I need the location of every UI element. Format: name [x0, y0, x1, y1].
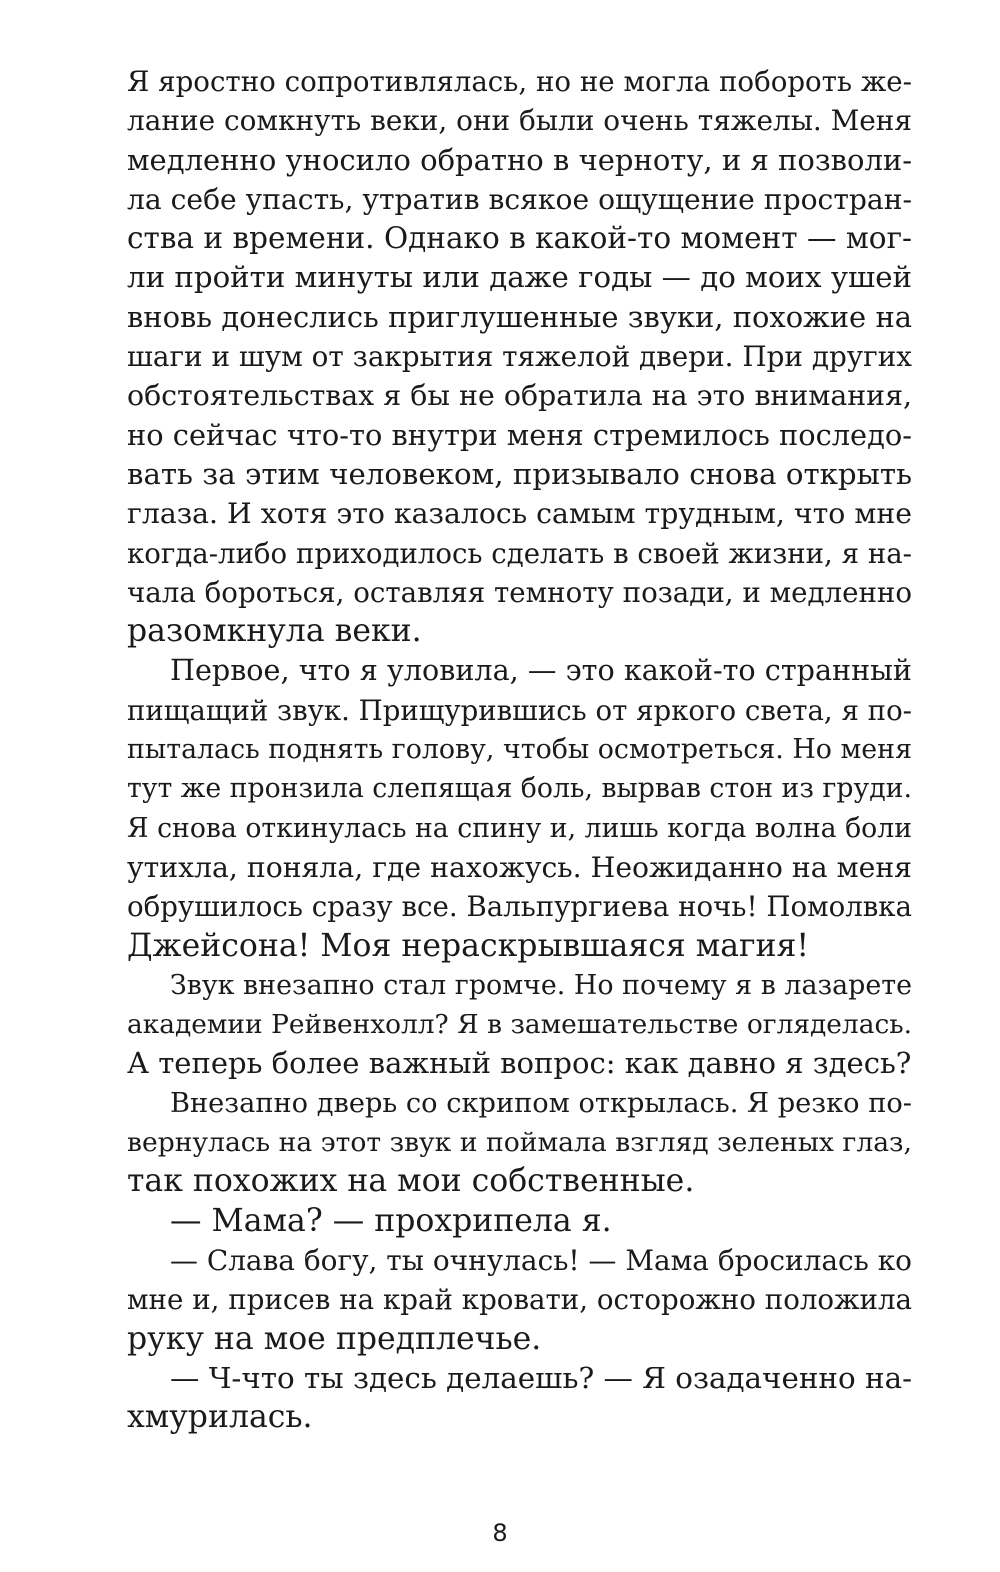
text-line: когда-либо приходилось сделать в своей жизни, я на-	[127, 536, 912, 570]
text-line: — Ч-что ты здесь делаешь? — Я озадаченно на-	[170, 1360, 912, 1395]
paragraph	[127, 966, 912, 1084]
text-line: Джейсона! Моя нераскрывшаяся магия!	[127, 927, 810, 964]
text-line: вать за этим человеком, призывало снова открыть	[127, 456, 912, 491]
text-line: лание сомкнуть веки, они были очень тяжелы. Меня	[127, 104, 912, 138]
text-line: медленно уносило обратно в черноту, и я позволи-	[127, 142, 912, 177]
text-line: обрушилось сразу все. Вальпургиева ночь! Помолвка	[127, 890, 912, 924]
body-text	[127, 62, 912, 1437]
text-line: так похожих на мои собственные.	[127, 1163, 695, 1200]
text-line: но сейчас что-то внутри меня стремилось последо-	[127, 417, 912, 452]
text-line: Внезапно дверь со скрипом открылась. Я резко по-	[170, 1087, 912, 1119]
text-line: хмурилась.	[127, 1399, 313, 1436]
text-line: утихла, поняла, где нахожусь. Неожиданно на меня	[127, 850, 912, 884]
text-line: Я яростно сопротивлялась, но не могла побороть же-	[127, 65, 912, 98]
text-line: ли пройти минуты или даже годы — до моих ушей	[127, 260, 912, 295]
text-line: разомкнула веки.	[127, 613, 422, 650]
text-line: обстоятельствах я бы не обратила на это внимания,	[127, 379, 912, 413]
paragraph	[127, 1084, 912, 1202]
text-line: Звук внезапно стал громче. Но почему я в лазарете	[170, 969, 912, 1001]
page-number: 8	[492, 1519, 508, 1547]
paragraph	[127, 62, 912, 651]
text-line: глаза. И хотя это казалось самым трудным, что мне	[127, 497, 912, 531]
text-line: чала бороться, оставляя темноту позади, и медленно	[127, 575, 912, 609]
text-line: пыталась поднять голову, чтобы осмотреться. Но меня	[127, 734, 912, 766]
paragraph	[127, 1359, 912, 1438]
paragraph	[127, 651, 912, 965]
text-line: мне и, присев на край кровати, осторожно положила	[127, 1283, 912, 1317]
text-line: шаги и шум от закрытия тяжелой двери. При других	[127, 340, 912, 374]
text-line: ства и времени. Однако в какой-то момент — мог-	[127, 221, 912, 256]
text-line: Первое, что я уловила, — это какой-то странный	[170, 653, 912, 688]
paragraph	[127, 1202, 912, 1241]
text-line: вернулась на этот звук и поймала взгляд зеленых глаз,	[127, 1127, 912, 1159]
text-line: вновь донеслись приглушенные звуки, похожие на	[127, 299, 912, 334]
paragraph	[127, 1241, 912, 1359]
text-line: академии Рейвенхолл? Я в замешательстве огляделась.	[127, 1009, 912, 1041]
text-line: — Слава богу, ты очнулась! — Мама бросилась ко	[170, 1243, 912, 1277]
text-line: ла себе упасть, утратив всякое ощущение простран-	[127, 182, 912, 216]
text-line: руку на мое предплечье.	[127, 1320, 542, 1357]
text-line: Я снова откинулась на спину и, лишь когда волна боли	[127, 812, 912, 844]
text-line: — Мама? — прохрипела я.	[170, 1202, 612, 1239]
text-line: тут же пронзила слепящая боль, вырвав стон из груди.	[127, 773, 912, 805]
text-line: А теперь более важный вопрос: как давно я здесь?	[127, 1046, 912, 1081]
text-line: пищащий звук. Прищурившись от яркого света, я по-	[127, 693, 912, 727]
